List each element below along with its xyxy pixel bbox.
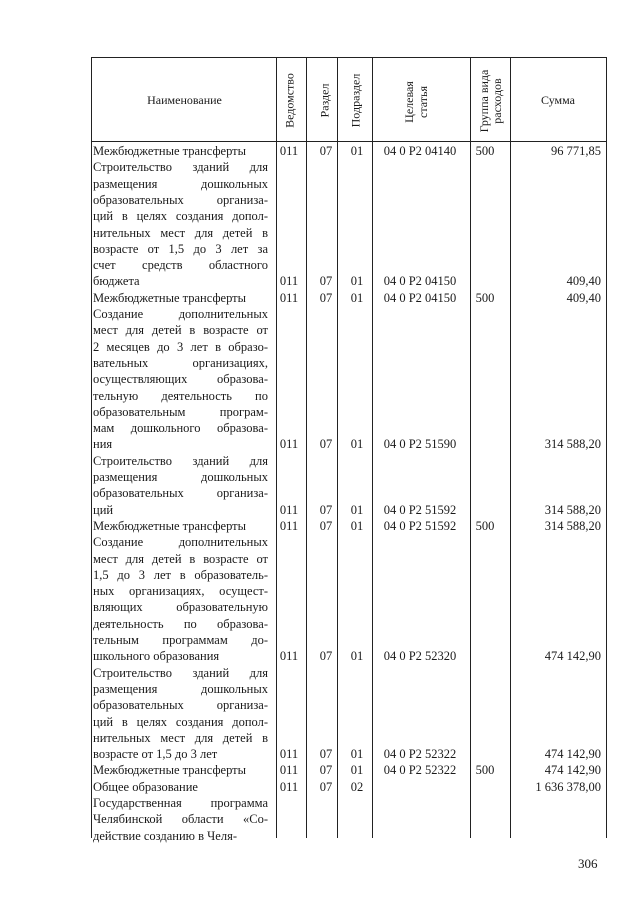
row-name-line: размещения дошкольных xyxy=(93,470,268,484)
row-name-line: нительных мест для детей в xyxy=(93,225,268,240)
row-name-line: мест для детей в возрасте от xyxy=(93,323,268,338)
table-column-border xyxy=(510,57,511,838)
row-name-line: Создание дополнительных xyxy=(93,307,268,321)
row-name-line: бюджета xyxy=(93,274,140,289)
header-target-article xyxy=(402,57,430,147)
row-name-line: Государственная программа xyxy=(93,796,268,810)
row-subsection: 01 xyxy=(350,290,364,305)
table-row-border xyxy=(91,141,607,142)
row-department: 011 xyxy=(279,763,299,778)
row-name-line: Строительство зданий для xyxy=(93,665,268,680)
row-name-line: школьного образования xyxy=(93,649,220,664)
row-subsection: 01 xyxy=(350,649,364,664)
row-target-article: 04 0 Р2 04150 xyxy=(383,290,457,305)
table-column-border xyxy=(91,57,92,838)
row-name-line: счет средств областного xyxy=(93,258,268,273)
row-section: 07 xyxy=(319,649,333,664)
row-section: 07 xyxy=(319,290,333,305)
header-sum: Сумма xyxy=(541,93,575,107)
row-name-line: 1,5 до 3 лет в образователь- xyxy=(93,567,268,582)
row-name-line: возрасте от 1,5 до 3 лет за xyxy=(93,241,268,256)
row-name-line: вляющих образовательную xyxy=(93,600,268,615)
row-sum: 314 588,20 xyxy=(544,502,601,517)
row-sum: 96 771,85 xyxy=(551,144,601,158)
row-name-line: вательных организациях, xyxy=(93,355,268,370)
row-name-line: возрасте от 1,5 до 3 лет xyxy=(93,747,218,762)
table-column-border xyxy=(306,57,307,838)
row-section: 07 xyxy=(319,763,333,778)
row-subsection: 01 xyxy=(350,502,364,517)
table-column-border xyxy=(276,57,277,838)
row-sum: 409,40 xyxy=(566,290,601,305)
row-subsection: 01 xyxy=(350,144,364,158)
row-department: 011 xyxy=(279,779,299,794)
row-sum: 409,40 xyxy=(566,274,601,289)
row-name-line: Создание дополнительных xyxy=(93,535,268,550)
row-name-line: размещения дошкольных xyxy=(93,176,268,191)
row-name-line: тельным программам до- xyxy=(93,633,268,647)
table-column-border xyxy=(606,57,607,838)
row-name-line: образовательных организа- xyxy=(93,486,268,501)
row-expense-group: 500 xyxy=(475,144,495,158)
table-row-border xyxy=(91,57,607,58)
row-subsection: 01 xyxy=(350,437,364,452)
header-subsection: Подраздел xyxy=(348,73,363,128)
row-name-line: осуществляющих образова- xyxy=(93,372,268,387)
row-section: 07 xyxy=(319,502,333,517)
row-department: 011 xyxy=(279,274,299,289)
row-target-article: 04 0 Р2 52322 xyxy=(383,747,457,762)
row-section: 07 xyxy=(319,437,333,452)
row-expense-group: 500 xyxy=(475,763,495,778)
row-name-line: ных организациях, осущест- xyxy=(93,584,268,599)
row-department: 011 xyxy=(279,649,299,664)
row-name-line: мам дошкольного образова- xyxy=(93,421,268,436)
row-name-line: образовательных организа- xyxy=(93,192,268,207)
row-name-line: тельную деятельность по xyxy=(93,388,268,403)
row-name-line: Межбюджетные трансферты xyxy=(93,144,247,158)
row-target-article: 04 0 Р2 52320 xyxy=(383,649,457,664)
row-name-line: ния xyxy=(93,437,113,452)
row-department: 011 xyxy=(279,437,299,452)
table-column-border xyxy=(470,57,471,838)
row-name-line: Межбюджетные трансферты xyxy=(93,763,247,778)
row-name-line: ций в целях создания допол- xyxy=(93,209,268,224)
row-sum: 314 588,20 xyxy=(544,518,601,533)
row-department: 011 xyxy=(279,518,299,533)
row-name-line: Челябинской области «Со- xyxy=(93,812,268,827)
header-section: Раздел xyxy=(317,83,332,118)
row-name-line: мест для детей в возрасте от xyxy=(93,551,268,566)
row-expense-group: 500 xyxy=(475,518,495,533)
row-name-line: Общее образование xyxy=(93,779,198,794)
row-department: 011 xyxy=(279,502,299,517)
header-expense-group-line1: Группа вида xyxy=(477,69,491,133)
row-section: 07 xyxy=(319,274,333,289)
row-name-line: нительных мест для детей в xyxy=(93,730,268,745)
row-sum: 474 142,90 xyxy=(544,763,601,778)
row-target-article: 04 0 Р2 51592 xyxy=(383,502,457,517)
row-department: 011 xyxy=(279,144,299,158)
row-sum: 1 636 378,00 xyxy=(535,779,601,794)
row-expense-group: 500 xyxy=(475,290,495,305)
row-subsection: 01 xyxy=(350,747,364,762)
row-subsection: 01 xyxy=(350,274,364,289)
row-name-line: размещения дошкольных xyxy=(93,681,268,696)
row-subsection: 01 xyxy=(350,518,364,533)
page-number: 306 xyxy=(578,856,598,871)
header-target-article-line1: Целевая xyxy=(402,81,416,123)
table-column-border xyxy=(337,57,338,838)
row-name-line: деятельность по образова- xyxy=(93,616,268,631)
row-name-line: ций в целях создания допол- xyxy=(93,714,268,729)
row-name-line: Строительство зданий для xyxy=(93,160,268,175)
row-section: 07 xyxy=(319,144,333,158)
row-department: 011 xyxy=(279,290,299,305)
row-name-line: образовательных организа- xyxy=(93,698,268,713)
table-column-border xyxy=(372,57,373,838)
row-target-article: 04 0 Р2 52322 xyxy=(383,763,457,778)
row-name-line: 2 месяцев до 3 лет в образо- xyxy=(93,339,268,354)
row-target-article: 04 0 Р2 51592 xyxy=(383,518,457,533)
header-target-article-line2: статья xyxy=(416,86,430,118)
row-section: 07 xyxy=(319,518,333,533)
row-sum: 474 142,90 xyxy=(544,649,601,664)
row-sum: 314 588,20 xyxy=(544,437,601,452)
row-section: 07 xyxy=(319,779,333,794)
header-expense-group xyxy=(478,56,504,146)
row-sum: 474 142,90 xyxy=(544,747,601,762)
row-target-article: 04 0 Р2 51590 xyxy=(383,437,457,452)
header-expense-group-line2: расходов xyxy=(490,78,504,124)
row-target-article: 04 0 Р2 04140 xyxy=(383,144,457,158)
header-name: Наименование xyxy=(147,93,222,107)
row-name-line: образовательным програм- xyxy=(93,404,268,419)
row-subsection: 02 xyxy=(350,779,364,794)
row-name-line: действие созданию в Челя- xyxy=(93,828,237,843)
row-department: 011 xyxy=(279,747,299,762)
row-subsection: 01 xyxy=(350,763,364,778)
row-name-line: Строительство зданий для xyxy=(93,453,268,468)
row-name-line: ций xyxy=(93,502,114,517)
row-name-line: Межбюджетные трансферты xyxy=(93,290,247,305)
row-name-line: Межбюджетные трансферты xyxy=(93,518,247,533)
row-section: 07 xyxy=(319,747,333,762)
header-department: Ведомство xyxy=(282,73,297,128)
row-target-article: 04 0 Р2 04150 xyxy=(383,274,457,289)
